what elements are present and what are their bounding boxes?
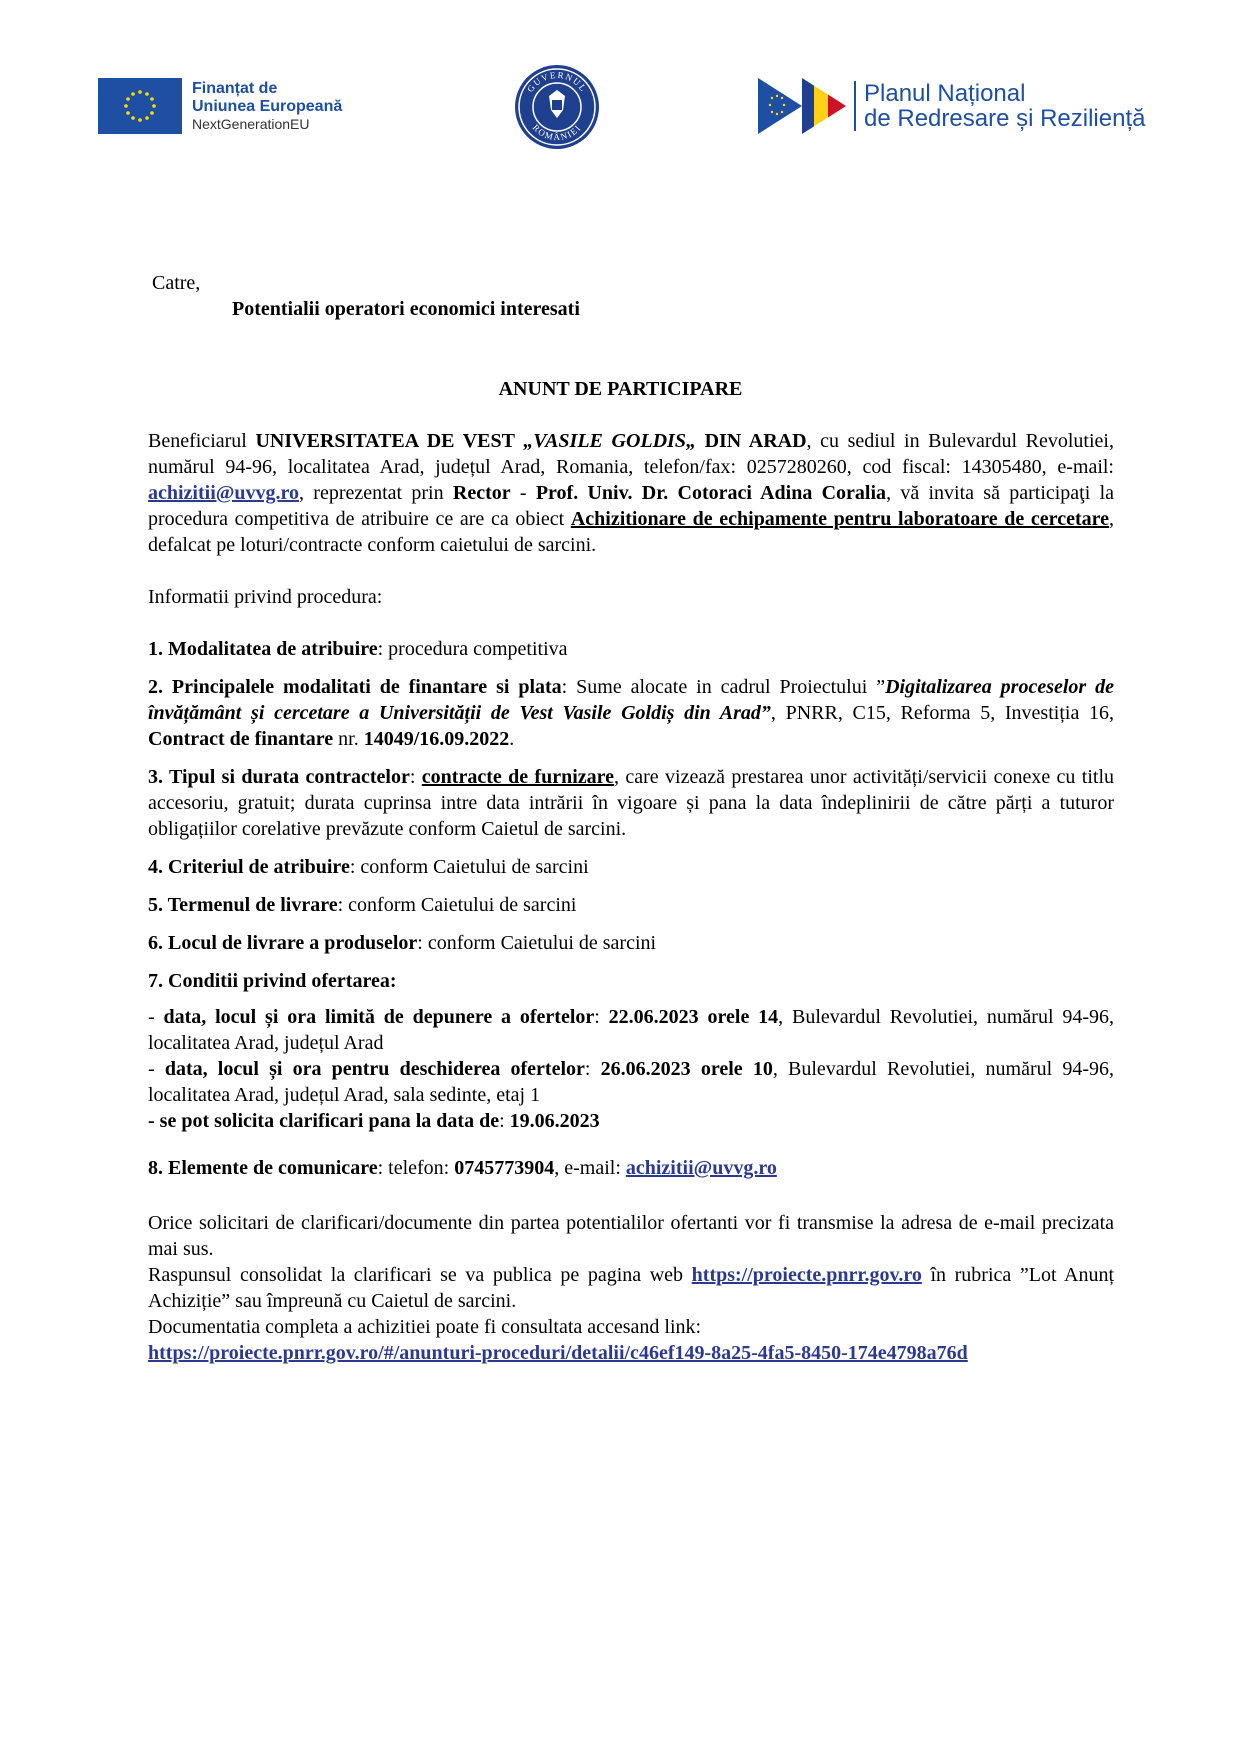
intro-paragraph: Beneficiarul UNIVERSITATEA DE VEST „VASILE GOLDIS„ DIN ARAD, cu sediul in Bulevardul Revolutiei, numărul 94-96, localitatea Arad, județul Arad, Romania, telefon/fax: 0257280260, cod fiscal: 14305480, e-mail: achizitii@uvvg.ro, reprezentat prin Rector - Prof. Univ. Dr. Cotoraci Adina Coralia, vă invita să participaţi la procedura competitiva de atribuire ce are ca obiect Achizitionare de echipamente pentru laboratoare de cercetare, defalcat pe loturi/contracte conform caietului de sarcini. (148, 430, 1115, 556)
pnrr-portal-link[interactable]: https://proiecte.pnrr.gov.ro (691, 1264, 922, 1286)
item-4: 4. Criteriul de atribuire: conform Caietului de sarcini (148, 856, 589, 878)
item-6: 6. Locul de livrare a produselor: conform Caietului de sarcini (148, 932, 657, 954)
item-7: 7. Conditii privind ofertarea: - data, locul și ora limită de depunere a ofertelor: 22.06.2023 orele 14, Bulevardul Revolutiei, numărul 94-96, localitatea Arad, județul Arad - data, locul și ora pentru deschiderea ofertelor: 26.06.2023 orele 10, Bulevardul Revolutiei, numărul 94-96, localitatea Arad, județul Arad, sala sedinte, etaj 1 - se pot solicita clarificari pana la data de: 19.06.2023 (148, 970, 1115, 1132)
romanian-government-seal-icon (514, 64, 600, 150)
pnrr-logo (758, 78, 1145, 134)
email-link[interactable]: achizitii@uvvg.ro (148, 482, 300, 504)
addressee: Potentialii operatori economici interesati (232, 298, 580, 320)
pnrr-flags-icon (758, 78, 848, 134)
salutation: Catre, (152, 272, 201, 294)
eu-logo-line3: NextGenerationEU (192, 116, 310, 133)
eu-funding-logo (98, 78, 358, 134)
response-note: Raspunsul consolidat la clarificari se va publica pe pagina web https://proiecte.pnrr.gov.ro în rubrica ”Lot Anunț Achiziție” sau împreună cu Caietul de sarcini. (148, 1264, 1115, 1312)
document-title: ANUNT DE PARTICIPARE (498, 378, 743, 400)
opening-date: - data, locul și ora pentru deschiderea ofertelor: 26.06.2023 orele 10, Bulevardul Revolutiei, numărul 94-96, localitatea Arad, județul Arad, sala sedinte, etaj 1 (148, 1058, 1115, 1106)
clarifications-note: Orice solicitari de clarificari/documente din partea potentialilor ofertanti vor fi transmise la adresa de e-mail precizata mai sus. (148, 1212, 1114, 1260)
eu-flag-icon (98, 78, 182, 134)
contact-email-link[interactable]: achizitii@uvvg.ro (625, 1157, 777, 1179)
submission-deadline: - data, locul și ora limită de depunere a ofertelor: 22.06.2023 orele 14, Bulevardul Revolutiei, numărul 94-96, localitatea Arad, județul Arad (148, 1006, 1114, 1054)
pnrr-logo-line1: Planul Național (864, 79, 1026, 107)
eu-logo-line1: Finanțat de (192, 79, 278, 97)
item-3: 3. Tipul si durata contractelor: contracte de furnizare, care vizează prestarea unor activități/servicii conexe cu titlu accesoriu, gratuit; durata cuprinsa intre data intrării în vigoare și pana la data îndeplinirii de către părți a tuturor obligațiilor corelative prevăzute conform Caietul de sarcini. (148, 766, 1115, 840)
eu-logo-line2: Uniunea Europeană (192, 97, 343, 115)
documentation-note: Documentatia completa a achizitiei poate fi consultata accesand link: (148, 1316, 702, 1338)
info-label: Informatii privind procedura: (148, 586, 383, 608)
item-8: 8. Elemente de comunicare: telefon: 0745773904, e-mail: achizitii@uvvg.ro (148, 1157, 777, 1179)
item-2: 2. Principalele modalitati de finantare si plata: Sume alocate in cadrul Proiectului ”Digitalizarea proceselor de învățământ și cercetare a Universității de Vest Vasile Goldiș din Arad”, PNRR, C15, Reforma 5, Investiția 16, Contract de finantare nr. 14049/16.09.2022. (148, 676, 1115, 750)
pnrr-logo-line2: de Redresare și Reziliență (864, 105, 1146, 132)
procedure-details-link[interactable]: https://proiecte.pnrr.gov.ro/#/anunturi-proceduri/detalii/c46ef149-8a25-4fa5-8450-174e4798a76d (148, 1342, 968, 1364)
closing (148, 1210, 1114, 1366)
svg-text:GUVERNUL: GUVERNUL (525, 69, 589, 94)
svg-text:ROMÂNIEI: ROMÂNIEI (530, 122, 584, 143)
item-1: 1. Modalitatea de atribuire: procedura competitiva (148, 638, 568, 660)
item-5: 5. Termenul de livrare: conform Caietului de sarcini (148, 894, 577, 916)
clarification-deadline: - se pot solicita clarificari pana la data de: 19.06.2023 (148, 1110, 600, 1132)
procurement-object: Achizitionare de echipamente pentru laboratoare de cercetare (570, 508, 1110, 530)
